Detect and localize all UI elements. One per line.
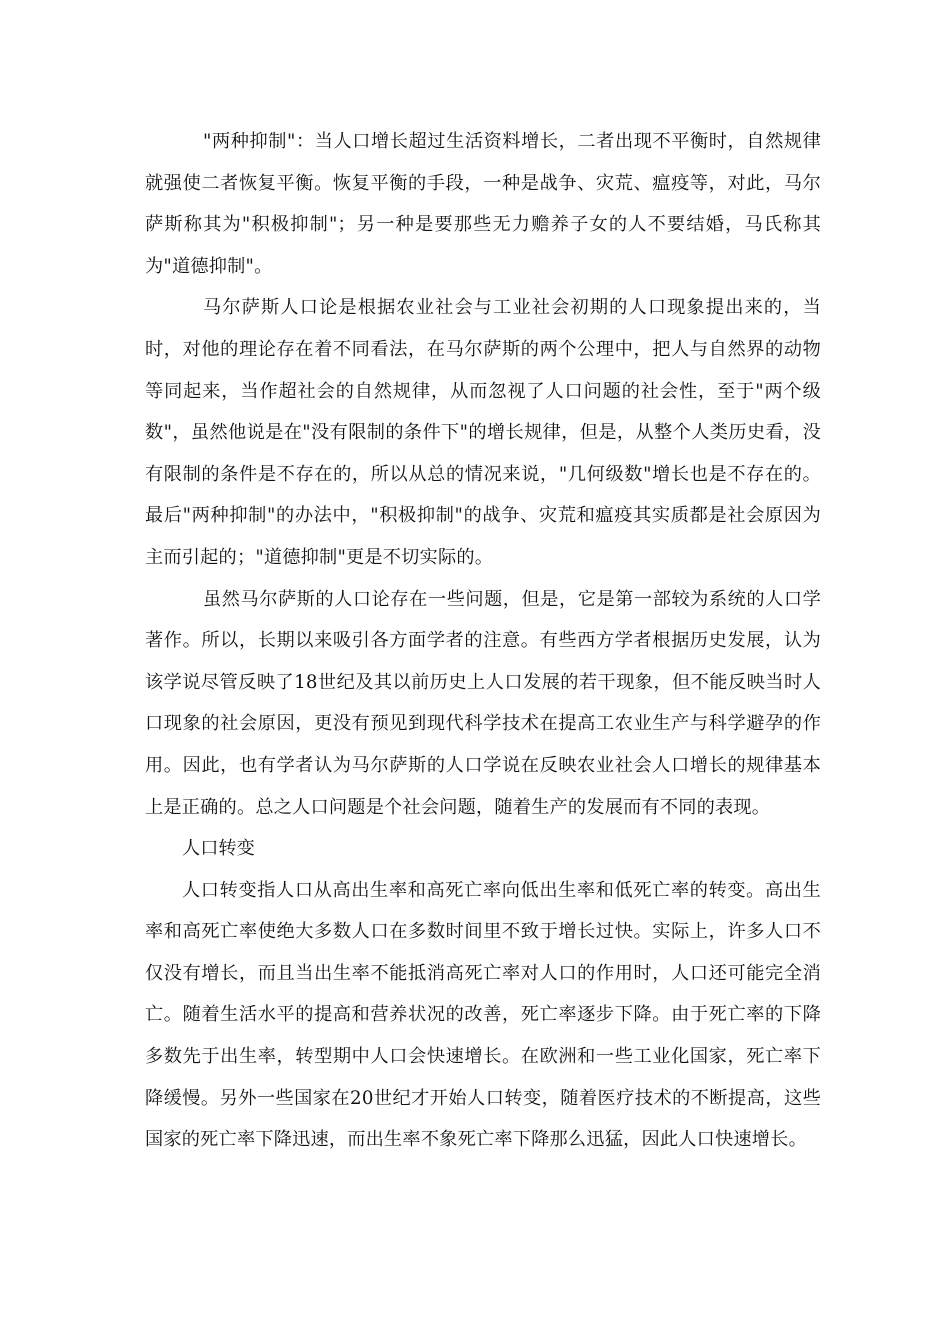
paragraph-malthus-critique: 马尔萨斯人口论是根据农业社会与工业社会初期的人口现象提出来的，当时，对他的理论存在着不同看法，在马尔萨斯的两个公理中，把人与自然界的动物等同起来，当作超社会的自然规律，从而忽视了人口问题的社会性，至于"两个级数"，虽然他说是在"没有限制的条件下"的增长规律，但是，从整个人类历史看，没有限制的条件是不存在的，所以从总的情况来说，"几何级数"增长也是不存在的。最后"两种抑制"的办法中，"积极抑制"的战争、灾荒和瘟疫其实质都是社会原因为主而引起的；"道德抑制"更是不切实际的。	[145, 297, 821, 568]
section-heading-demographic-transition: 人口转变	[182, 838, 255, 860]
paragraph-two-checks: "两种抑制"：当人口增长超过生活资料增长，二者出现不平衡时，自然规律就强使二者恢复平衡。恢复平衡的手段，一种是战争、灾荒、瘟疫等，对此，马尔萨斯称其为"积极抑制"；另一种是要那些无力赡养子女的人不要结婚，马氏称其为"道德抑制"。	[145, 131, 821, 277]
paragraph-malthus-evaluation: 虽然马尔萨斯的人口论存在一些问题，但是，它是第一部较为系统的人口学著作。所以，长期以来吸引各方面学者的注意。有些西方学者根据历史发展，认为该学说尽管反映了18世纪及其以前历史上人口发展的若干现象，但不能反映当时人口现象的社会原因，更没有预见到现代科学技术在提高工农业生产与科学避孕的作用。因此，也有学者认为马尔萨斯的人口学说在反映农业社会人口增长的规律基本上是正确的。总之人口问题是个社会问题，随着生产的发展而有不同的表现。	[145, 588, 821, 818]
paragraph-demographic-transition: 人口转变指人口从高出生率和高死亡率向低出生率和低死亡率的转变。高出生率和高死亡率使绝大多数人口在多数时间里不致于增长过快。实际上，许多人口不仅没有增长，而且当出生率不能抵消高死亡率对人口的作用时，人口还可能完全消亡。随着生活水平的提高和营养状况的改善，死亡率逐步下降。由于死亡率的下降多数先于出生率，转型期中人口会快速增长。在欧洲和一些工业化国家，死亡率下降缓慢。另外一些国家在20世纪才开始人口转变，随着医疗技术的不断提高，这些国家的死亡率下降迅速，而出生率不象死亡率下降那么迅猛，因此人口快速增长。	[145, 879, 821, 1151]
document-page	[145, 121, 821, 1161]
